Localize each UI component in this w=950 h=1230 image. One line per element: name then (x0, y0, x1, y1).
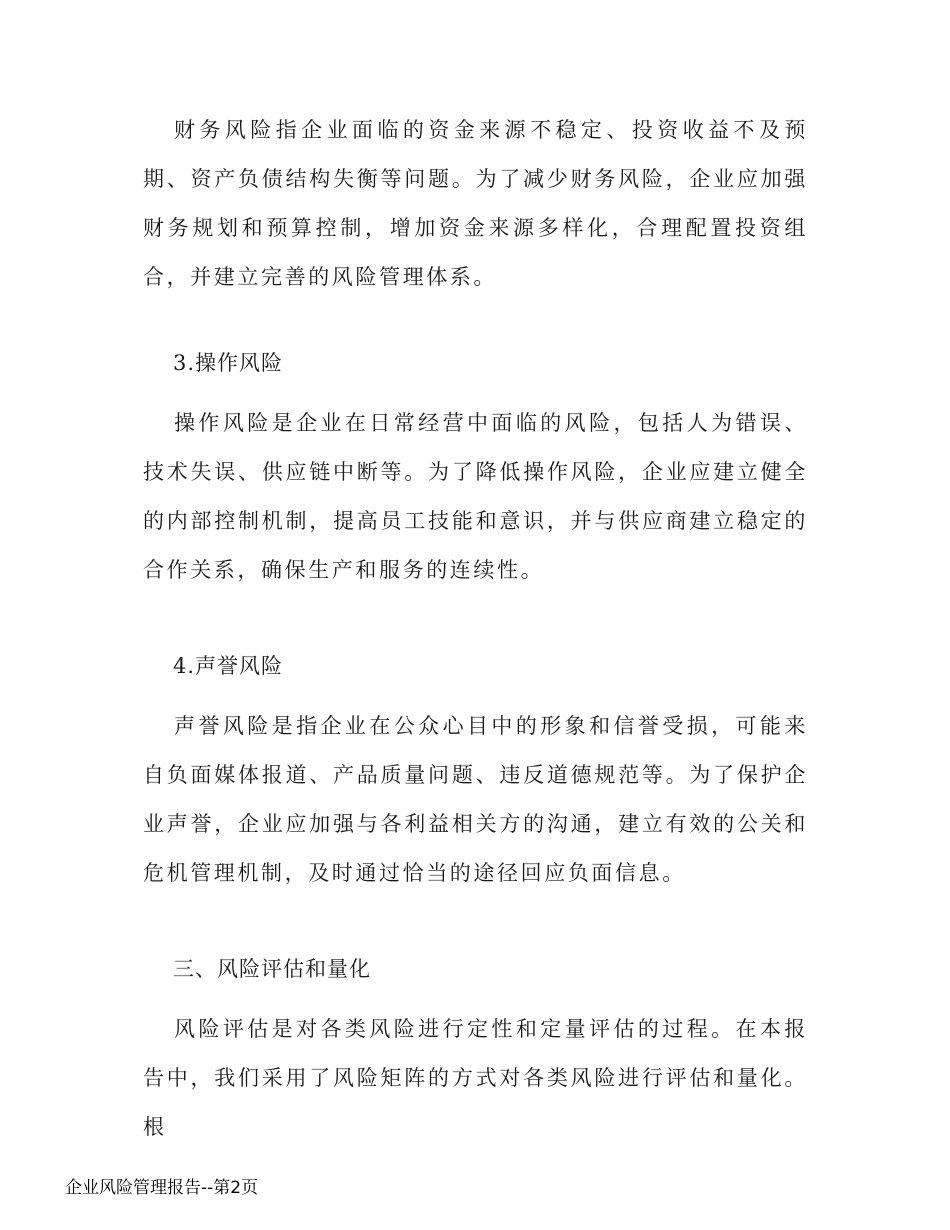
paragraph-financial-risk: 财务风险指企业面临的资金来源不稳定、投资收益不及预期、资产负债结构失衡等问题。为了减少财务风险，企业应加强财务规划和预算控制，增加资金来源多样化，合理配置投资组合，并建立完善的风险管理体系。 (143, 118, 808, 289)
paragraph-operational-risk: 操作风险是企业在日常经营中面临的风险，包括人为错误、技术失误、供应链中断等。为了降低操作风险，企业应建立健全的内部控制机制，提高员工技能和意识，并与供应商建立稳定的合作关系，确保生产和服务的连续性。 (143, 411, 808, 582)
heading-reputation-risk: 4.声誉风险 (173, 654, 284, 678)
page-footer: 企业风险管理报告--第2页 (65, 1178, 259, 1198)
heading-operational-risk: 3.操作风险 (173, 351, 284, 375)
heading-risk-assessment: 三、风险评估和量化 (173, 957, 371, 981)
paragraph-reputation-risk: 声誉风险是指企业在公众心目中的形象和信誉受损，可能来自负面媒体报道、产品质量问题、违反道德规范等。为了保护企业声誉，企业应加强与各利益相关方的沟通，建立有效的公关和危机管理机制，及时通过恰当的途径回应负面信息。 (143, 714, 808, 885)
paragraph-risk-assessment: 风险评估是对各类风险进行定性和定量评估的过程。在本报告中，我们采用了风险矩阵的方式对各类风险进行评估和量化。根 (143, 1017, 808, 1139)
